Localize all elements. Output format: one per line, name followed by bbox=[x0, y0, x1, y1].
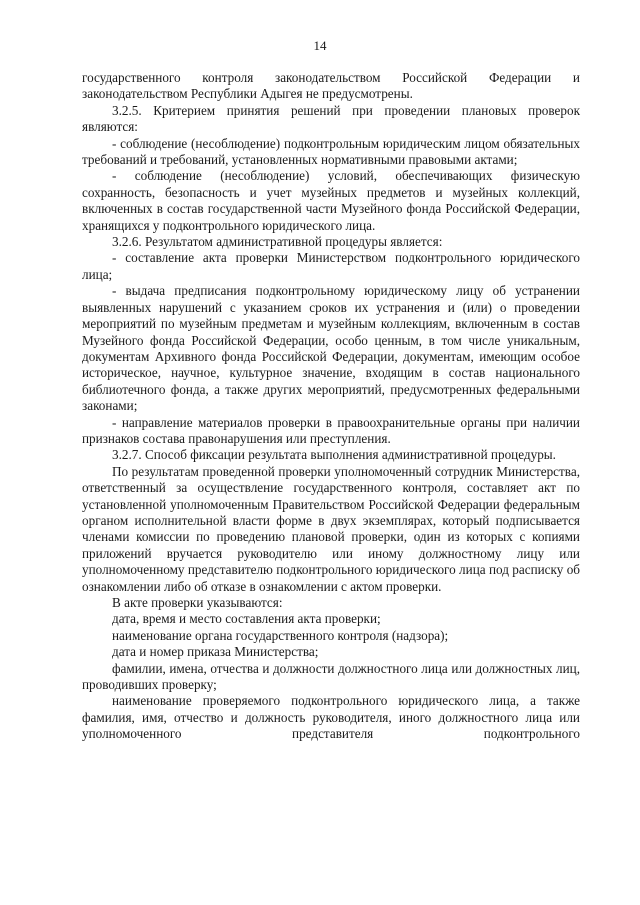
paragraph: 3.2.6. Результатом административной процедуры является: bbox=[112, 234, 443, 250]
paragraph: наименование органа государственного контроля (надзора); bbox=[112, 627, 449, 643]
paragraph: наименование проверяемого подконтрольного юридического лица, а также фамилия, имя, отчество и должность руководителя, иного должностного лица или уполномоченного представителя подконтрольного bbox=[82, 693, 580, 742]
paragraph: - выдача предписания подконтрольному юридическому лицу об устранении выявленных нарушений с указанием сроков их устранения и (или) о проведении мероприятий по музейным предметам и музейным коллекциям, включенным в состав Музейного фонда Российской Федерации, особо ценным, в том числе уникальным, документам Архивного фонда Российской Федерации, документам, имеющим особое историческое, научное, культурное значение, входящим в состав национального библиотечного фонда, а также других мероприятий, предусмотренных федеральными законами; bbox=[82, 283, 580, 414]
paragraph: В акте проверки указываются: bbox=[112, 595, 283, 610]
paragraph: - соблюдение (несоблюдение) подконтрольным юридическим лицом обязательных требований и требований, установленных нормативными правовыми актами; bbox=[82, 135, 580, 168]
document-body bbox=[82, 70, 580, 743]
paragraph: фамилии, имена, отчества и должности должностного лица или должностных лиц, проводивших проверку; bbox=[82, 660, 580, 693]
paragraph: дата, время и место составления акта проверки; bbox=[112, 611, 381, 627]
paragraph: 3.2.5. Критерием принятия решений при проведении плановых проверок являются: bbox=[82, 102, 580, 135]
paragraph: - соблюдение (несоблюдение) условий, обеспечивающих физическую сохранность, безопасность и учет музейных предметов и музейных коллекций, включенных в состав государственной части Музейного фонда Российской Федерации, хранящихся у подконтрольного юридического лица. bbox=[82, 168, 580, 233]
paragraph: дата и номер приказа Министерства; bbox=[112, 644, 319, 660]
page-number: 14 bbox=[313, 38, 327, 53]
paragraph: - направление материалов проверки в правоохранительные органы при наличии признаков состава правонарушения или преступления. bbox=[82, 414, 580, 446]
paragraph: - составление акта проверки Министерством подконтрольного юридического лица; bbox=[82, 250, 580, 282]
paragraph: государственного контроля законодательством Российской Федерации и законодательством Республики Адыгея не предусмотрены. bbox=[82, 70, 580, 102]
paragraph: По результатам проведенной проверки уполномоченный сотрудник Министерства, ответственный за осуществление государственного контроля, составляет акт по установленной уполномоченным Правительством Российской Федерации федеральным органом исполнительной власти форме в двух экземплярах, который подписывается членами комиссии по проведению плановой проверки, один из которых с копиями приложений вручается руководителю или иному должностному лицу или уполномоченному представителю подконтрольного юридического лица под расписку об ознакомлении либо об отказе в ознакомлении с актом проверки. bbox=[82, 463, 580, 594]
paragraph: 3.2.7. Способ фиксации результата выполнения административной процедуры. bbox=[112, 447, 556, 463]
